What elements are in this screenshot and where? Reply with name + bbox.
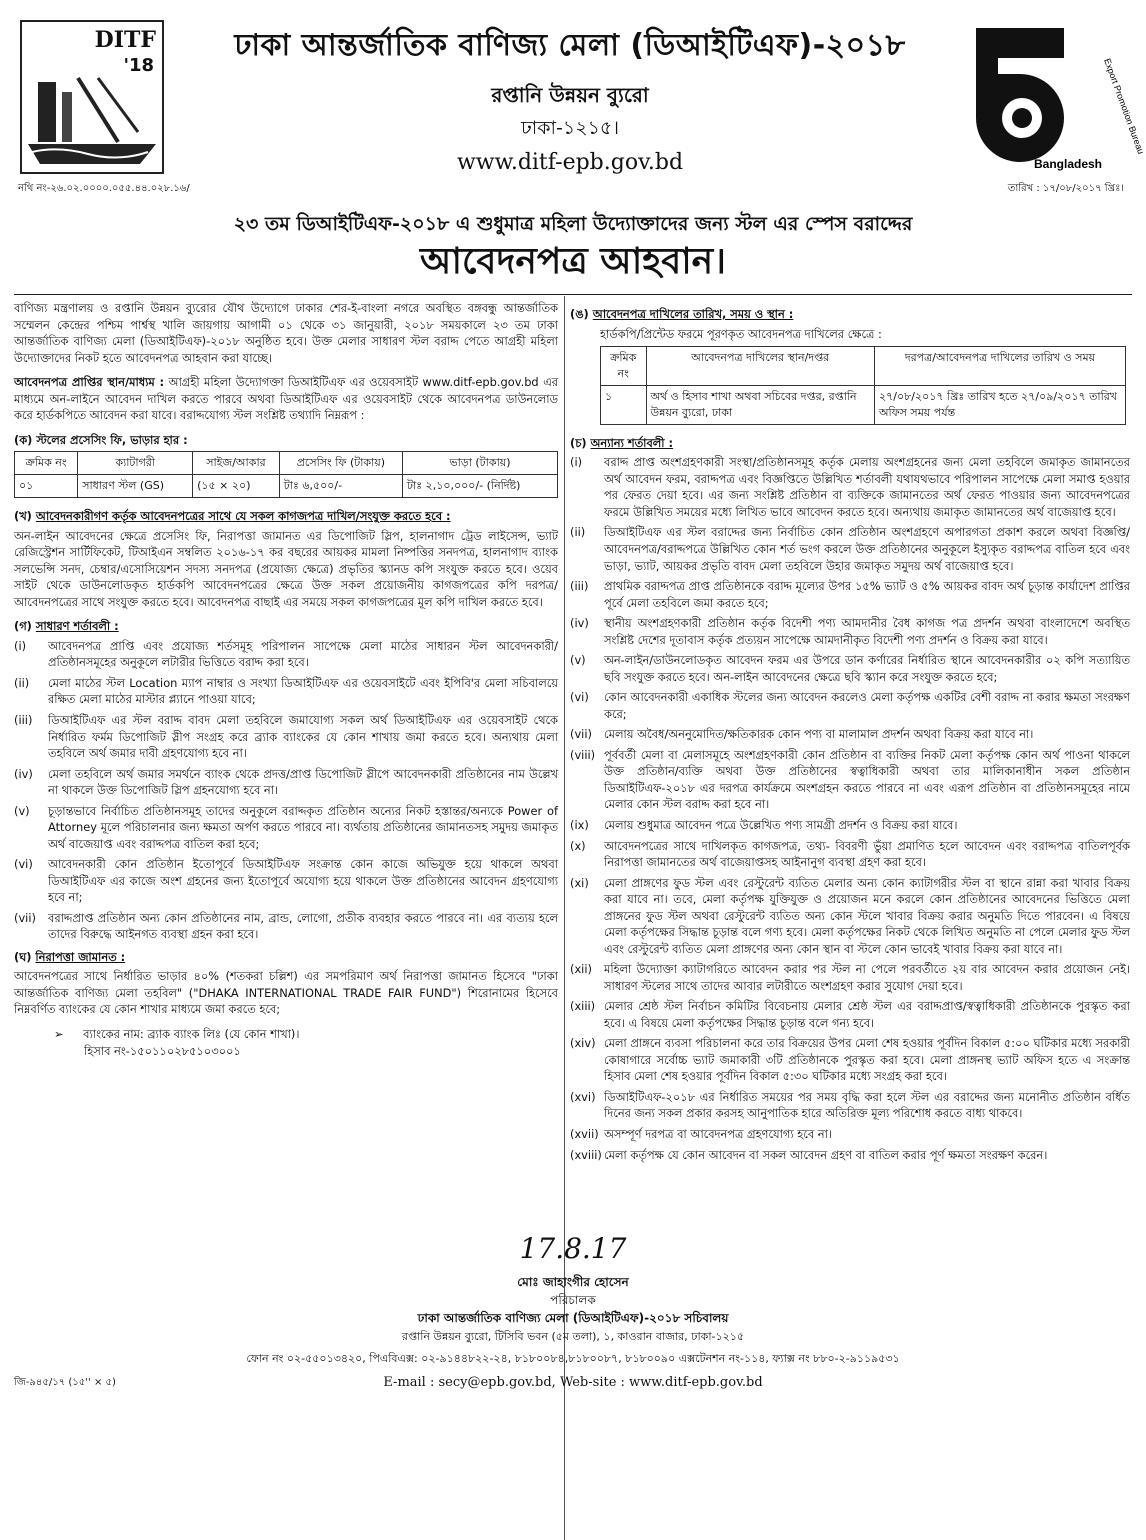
list-item-number: (vi) bbox=[570, 690, 589, 705]
list-item-text: ডিআইটিএফ এর স্টল বরাদ্দের জন্য নির্বাচিত কোন প্রতিষ্ঠান অংশগ্রহণে অপারগতা প্রকাশ করলে অথবা বিজ্ঞপ্তি/ আবেদনপত্র/বরাদ্দপত্রে উল্লিখিত কোন শর্ত ভংগ করলে উক্ত প্রতিষ্ঠানের অনুকূলে ইস্যুকৃত বরাদ্দপত্র বাতিল হবে এবং ভাড়া, ভ্যাট, আয়কর প্রভৃতি বাবদ মেলা তহবিলে উহার জমাকৃত সমুদয় অর্থ বাজেয়াপ্ত হবে। bbox=[604, 525, 1130, 573]
list-item-text: মেলা মাঠের স্টল Location ম্যাপ নাম্বার ও সংখ্যা ডিআইটিএফ এর ওয়েবসাইটে এবং ইপিবি'র মেলা সচিবালয়ে রক্ষিত মেলা মাঠের মাস্টার প্ল্যানে পাওয়া যাবে; bbox=[48, 675, 558, 707]
bureau-name: রপ্তানি উন্নয়ন ব্যুরো bbox=[491, 83, 649, 107]
list-item-number: (viii) bbox=[570, 747, 596, 762]
divider bbox=[14, 294, 1132, 295]
section-label: (খ) bbox=[14, 509, 32, 524]
signature-scribble: 17.8.17 bbox=[519, 1232, 627, 1265]
list-item-number: (ii) bbox=[14, 675, 30, 690]
list-item-text: কোন আবেদনকারী একাধিক স্টলের জন্য আবেদন করলেও মেলা কর্তৃপক্ষ একটির বেশী বরাদ্দ না করার ক্ষমতা সংরক্ষণ করে; bbox=[604, 690, 1130, 721]
bank-name-line bbox=[54, 1026, 558, 1043]
list-item-text: মেলায় অবৈধ/অননুমোদিত/ক্ষতিকারক কোন পণ্য বা মালামাল প্রদর্শন অথবা বিক্রয় করা যাবে না। bbox=[604, 727, 1034, 742]
list-item-number: (v) bbox=[14, 803, 30, 818]
list-item-text: মেলা তহবিলে অর্থ জমার সমর্থনে ব্যাংক থেকে প্রদত্ত/প্রাপ্ত ডিপোজিট স্লীপে আবেদনকারী প্রতিষ্ঠানের নাম উল্লেখ না থাকলে উক্ত ডিপোজিট স্লিপ গ্রহনযোগ্য হবে না। bbox=[48, 766, 558, 798]
list-item-number: (i) bbox=[14, 638, 27, 653]
right-column bbox=[570, 300, 1130, 1167]
security-paragraph: আবেদনপত্রের সাথে নির্ধারিত ভাড়ার ৪০% (শতকরা চল্লিশ) এর সমপরিমাণ অর্থ নিরাপত্তা জামানত হিসেবে "ঢাকা আন্তর্জাতিক বাণিজ্য মেলা তহবিল" ("DHAKA INTERNATIONAL TRADE FAIR FUND") শিরোনামের হিসেবে নিম্নবর্ণিত ব্যাংকের যে কোন শাখার মাধ্যমে জমা করতে হবে; bbox=[14, 969, 558, 1017]
table-cell: ২৭/০৮/২০১৭ খ্রিঃ তারিখ হতে ২৭/০৯/২০১৭ তারিখ অফিস সময় পর্যন্ত bbox=[874, 385, 1125, 424]
table-header-cell: আবেদনপত্র দাখিলের স্থান/দপ্তর bbox=[646, 347, 874, 386]
list-item-text: অসম্পূর্ণ দরপত্র বা আবেদনপত্র গ্রহণযোগ্য হবে না। bbox=[604, 1127, 832, 1141]
list-item-number: (xiii) bbox=[570, 999, 596, 1014]
fee-table-header bbox=[15, 452, 558, 475]
bank-account: হিসাব নং-১৫০১১০২৮৫১০৩০০১ bbox=[84, 1043, 241, 1058]
print-code: জি-৯৪৫/১৭ (১৫'' × ৫) bbox=[14, 1377, 116, 1388]
list-item-text: পূর্ববর্তী মেলা বা মেলাসমূহে অংশগ্রহণকারী কোন প্রতিষ্ঠান বা ব্যক্তির নিকট মেলা কর্তৃপক্ষ কোন অর্থ পাওনা থাকলে উক্ত প্রতিষ্ঠান/ব্যক্তি অথবা উক্ত প্রতিষ্ঠানের স্বত্বাধিকারী অথবা তার মালিকানাধীন সকল প্রতিষ্ঠান ডিআইটিএফ-২০১৮ এর দরপত্র কার্যক্রমে অংশগ্রহন করতে পারবে না এবং এরূপ প্রতিষ্ঠান বা প্রতিষ্ঠানসমূহের নামে মেলার কোন স্টল বরাদ্দ করা হবে না। bbox=[604, 747, 1130, 812]
table-cell: (১৫ × ২০) bbox=[193, 475, 280, 498]
list-item bbox=[14, 803, 558, 853]
documents-paragraph: অন-লাইন আবেদনের ক্ষেত্রে প্রসেসিং ফি, নিরাপত্তা জামানত এর ডিপোজিট স্লিপ, হালনাগাদ ট্রেড লাইসেন্স, ভ্যাট রেজিস্ট্রেশন সার্টিফিকেট, টিআইএন সম্বলিত ২০১৬-১৭ কর বছরের আয়কর মামলা নিষ্পত্তির সনদপত্র, হালনাগাদ ব্যাংক সলভেন্সি সনদ, চেম্বার/এসোসিয়েশন সদস্য সনদপত্র (প্রযোজ্য ক্ষেত্রে) প্রভৃতির স্ক্যানড কপি সংযুক্ত করতে হবে। ওয়েব সাইট থেকে ডাউনলোডকৃত হার্ডকপি আবেদনপত্রের ক্ষেত্রে উক্ত সকল প্রয়োজনীয় কাগজপত্রের কপি দরপত্র/আবেদনপত্রের সাথে সংযুক্ত করতে হবে। আবেদনপত্র বাছাই এর সময়ে সকল কাগজপত্রের মূল কপি দাখিল করতে হবে। bbox=[14, 528, 558, 609]
intro-paragraph: বাণিজ্য মন্ত্রণালয় ও রপ্তানি উন্নয়ন ব্যুরোর যৌথ উদ্যোগে ঢাকার শের-ই-বাংলা নগরে অবস্থিত বঙ্গবন্ধু আন্তর্জাতিক সম্মেলন কেন্দ্রের পশ্চিম পার্শ্বস্থ খালি জায়গায় আগামী ০১ থেকে ৩১ জানুয়ারী, ২০১৮ সময়কালে ২৩ তম ঢাকা আন্তর্জাতিক বাণিজ্য মেলা (ডিআইটিএফ)-২০১৮ অনুষ্ঠিত হবে। উক্ত মেলার সাধারণ স্টল বরাদ্দ পেতে আগ্রহী মহিলা উদ্যোক্তাদের নিকট হতে আবেদনপত্র আহবান করা যাচ্ছে। bbox=[14, 301, 558, 365]
list-item bbox=[570, 652, 1130, 685]
epb-logo-country: Bangladesh bbox=[1034, 157, 1103, 171]
list-item bbox=[14, 910, 558, 943]
table-header-cell: দরপত্র/আবেদনপত্র দাখিলের তারিখ ও সময় bbox=[874, 347, 1125, 386]
bureau-website: www.ditf-epb.gov.bd bbox=[456, 150, 684, 175]
ditf-logo bbox=[20, 20, 164, 174]
list-item-number: (xvii) bbox=[570, 1127, 599, 1141]
list-item bbox=[570, 524, 1130, 574]
source-paragraph bbox=[14, 374, 558, 424]
office-address: রপ্তানি উন্নয়ন ব্যুরো, টিসিবি ভবন (৫ম তলা), ১, কাওরান বাজার, ঢাকা-১২১৫ bbox=[401, 1330, 745, 1343]
memo-date: তারিখ : ১৭/০৮/২০১৭ খ্রিঃ। bbox=[1007, 183, 1124, 194]
list-item-text: মেলার শ্রেষ্ঠ স্টল নির্বাচন কমিটির বিবেচনায় মেলার শ্রেষ্ঠ স্টল এর বরাদ্দপ্রাপ্ত/স্বত্বাধিকারী প্রতিষ্ঠানকে পুরস্কৃত করা হবে। এ বিষয়ে মেলা কর্তৃপক্ষের সিদ্ধান্ত চূড়ান্ত বলে গন্য হবে। bbox=[604, 999, 1130, 1030]
list-item-number: (xiv) bbox=[570, 1036, 596, 1051]
submission-heading-text: আবেদনপত্র দাখিলের তারিখ, সময় ও স্থান : bbox=[592, 307, 794, 321]
submission-table-header bbox=[601, 347, 1126, 386]
bank-name: ব্যাংকের নাম: ব্র্যাক ব্যাংক লিঃ (যে কোন শাখা)। bbox=[83, 1027, 300, 1041]
list-item bbox=[14, 766, 558, 799]
list-item-text: চূড়ান্তভাবে নির্বাচিত প্রতিষ্ঠানসমূহ তাদের অনুকূলে বরাদ্দকৃত প্রতিষ্ঠান অন্যের নিকট হস্তান্তর/অন্যকে Power of Attorney মূলে পরিচালনার জন্য ক্ষমতা অর্পণ করতে পারবে না। ব্যর্থতায় প্রতিষ্ঠানের জামানতসহ সমুদয় জমাকৃত অর্থ বাজেয়াপ্ত এবং বরাদ্দপত্র বাতিল করা হবে; bbox=[48, 803, 558, 851]
list-item-number: (x) bbox=[570, 838, 586, 853]
list-item-text: বরাদ্দ প্রাপ্ত অংশগ্রহণকারী সংস্থা/প্রতিষ্ঠানসমূহ কর্তৃক মেলায় অংশগ্রহনের জন্য মেলা তহবিলে জমাকৃত জামানতের অর্থ আবেদন ফরম, বরাদ্দপত্র এবং বিজ্ঞপ্তিতে উল্লিখিত শর্তাবলী যথাযথভাবে পরিপালন সাপেক্ষে মেলা সমাপ্ত হওয়ার পর ফেরত দেয়া হবে। এর জন্য সংশ্লিষ্ট প্রতিষ্ঠান বা ব্যক্তিকে জামানতের অর্থ ফেরত পাওয়ার জন্য আবেদনপত্রের ফরমে উল্লিখিত সময়ের মধ্যে লিখিত ভাবে আবেদন করতে হবে। অন্যথায় জমাকৃত জামানতের অর্থ বাজেয়াপ্ত হবে। bbox=[604, 455, 1130, 519]
fee-heading: (ক) স্টলের প্রসেসিং ফি, ভাড়ার হার : bbox=[14, 432, 188, 447]
list-item bbox=[570, 1126, 1130, 1143]
list-item bbox=[570, 838, 1130, 871]
security-heading bbox=[14, 949, 558, 966]
general-terms-heading bbox=[14, 618, 558, 635]
list-item-text: আবেদনপত্র প্রাপ্তি এবং প্রযোজ্য শর্তসমূহ পরিপালন সাপেক্ষে মেলা মাঠের সাধারন স্টল আবেদনকারী/প্রতিষ্ঠানসমূহের অনুকূলে লটারীর ভিত্তিতে বরাদ্দ করা হবে। bbox=[48, 638, 558, 670]
list-item-text: স্থানীয় অংশগ্রহণকারী প্রতিষ্ঠান কর্তৃক বিদেশী পণ্য আমদানীর বৈধ কাগজ পত্র প্রদর্শন অথবা বাংলাদেশে অবস্থিত সংশ্লিষ্ট দেশের দূতাবাস কর্তৃক প্রত্যয়ন সাপেক্ষে আমদানীকৃত বিদেশী পণ্য প্রদর্শন ও বিক্রয় করা যাবে। bbox=[604, 616, 1130, 647]
list-item bbox=[570, 747, 1130, 813]
general-terms-list bbox=[14, 638, 558, 943]
list-item-number: (iv) bbox=[570, 616, 589, 631]
list-item-number: (vii) bbox=[14, 910, 36, 925]
submission-subheading: হার্ডকপি/প্রিন্টেড ফরমে পূরণকৃত আবেদনপত্র দাখিলের ক্ষেত্রে : bbox=[600, 326, 882, 341]
source-text: আগ্রহী মহিলা উদ্যোগক্তা ডিআইটিএফ এর ওয়েবসাইট www.ditf-epb.gov.bd এর মাধ্যমে অন-লাইনে আবেদন দাখিল করতে পারবে অথবা ডিআইটিএফ এর ওয়েবসাইট থেকে আবেদনপত্র ডাউনলোড করে হার্ডকপিতে আবেদন করা যাবে। বরাদ্দযোগ্য স্টল সংশ্লিষ্ট তথ্যাদি নিম্নরূপ : bbox=[14, 375, 559, 423]
left-column bbox=[14, 300, 558, 1059]
list-item-number: (ix) bbox=[570, 817, 589, 832]
list-item bbox=[570, 1035, 1130, 1085]
table-cell: টাঃ ৬,৫০০/- bbox=[279, 475, 402, 498]
list-item bbox=[14, 712, 558, 762]
submission-heading bbox=[570, 306, 1130, 323]
other-terms-heading bbox=[570, 435, 1130, 452]
list-item-number: (iii) bbox=[14, 712, 33, 727]
list-item-text: আবেদনকারী কোন প্রতিষ্ঠান ইতোপূর্বে ডিআইটিএফ সংক্রান্ত কোন কাজে অভিযুক্ত হয়ে থাকলে অথবা ডিআইটিএফ এর কাজে অংশ গ্রহনের জন্য ইতোপূর্বে অযোগ্য হয়ে থাকলে উক্ত প্রতিষ্ঠানের আবেদন গ্রহণযোগ্য হবে না; bbox=[48, 857, 558, 905]
table-cell: টাঃ ২,১০,০০০/- (নির্দিষ্ট) bbox=[403, 475, 558, 498]
security-heading-text: নিরাপত্তা জামানত : bbox=[35, 949, 126, 964]
table-cell: অর্থ ও হিসাব শাখা অথবা সচিবের দপ্তর, রপ্তানি উন্নয়ন ব্যুরো, ঢাকা bbox=[646, 385, 874, 424]
memo-number: নথি নং-২৬.০২.০০০০.০৫৫.৪৪.০২৮.১৬/ bbox=[18, 183, 190, 194]
list-item-number: (i) bbox=[570, 455, 583, 470]
fee-table bbox=[14, 451, 558, 498]
table-header-cell: ক্রমিক নং bbox=[15, 452, 78, 475]
documents-heading-text: আবেদনকারীগণ কর্তৃক আবেদনপত্রের সাথে যে সকল কাগজপত্র দাখিল/সংযুক্ত করতে হবে : bbox=[35, 509, 451, 524]
list-item bbox=[570, 998, 1130, 1031]
list-item-text: মহিলা উদ্যোক্তা ক্যাটাগরিতে আবেদন করার পর স্টল না পেলে পরবর্তীতে ২য় বার আবেদন করার প্রয়োজন নেই। সাধারণ স্টলের সাথে তাদের আবার লটারীতে অংশগ্রহণ করার সুযোগ দেয়া হবে। bbox=[604, 962, 1130, 993]
letterhead bbox=[10, 12, 1146, 192]
list-item bbox=[570, 1147, 1130, 1164]
list-item-number: (iv) bbox=[14, 766, 33, 781]
list-item bbox=[570, 1089, 1130, 1122]
list-item-number: (vi) bbox=[14, 857, 33, 872]
ditf-logo-text: DITF bbox=[94, 27, 156, 53]
table-cell: সাধারণ স্টল (GS) bbox=[78, 475, 193, 498]
list-item-text: আবেদনপত্রের সাথে দাখিলকৃত কাগজপত্র, তথ্য- বিবরণী ভুঁয়া প্রমাণিত হলে আবেদন এবং বরাদ্দপত্র বাতিলপূর্বক নিরাপত্তা জামানতের অর্থ বাজেয়াপ্তসহ আইনানুগ ব্যবস্থা গ্রহণ করা হবে। bbox=[604, 838, 1130, 870]
list-item-text: মেলা কর্তৃপক্ষ যে কোন আবেদন বা সকল আবেদন গ্রহণ বা বাতিল করার পূর্ণ ক্ষমতা সংরক্ষণ করেন। bbox=[604, 1147, 1048, 1162]
table-header-cell: সাইজ/আকার bbox=[193, 452, 280, 475]
list-item bbox=[14, 856, 558, 906]
list-item bbox=[570, 578, 1130, 611]
epb-logo bbox=[968, 22, 1146, 172]
section-label: (ঙ) bbox=[570, 307, 589, 321]
epb-logo-arc-text: Export Promotion Bureau bbox=[1102, 57, 1146, 156]
other-terms-list bbox=[570, 454, 1130, 1163]
notice-heading: ২৩ তম ডিআইটিএফ-২০১৮ এ শুধুমাত্র মহিলা উদ্যোক্তাদের জন্য স্টল এর স্পেস বরাদ্দের bbox=[233, 213, 913, 235]
list-item bbox=[570, 689, 1130, 722]
list-item-text: ডিআইটিএফ-২০১৮ এর নির্ধারিত সময়ের পর সময় বৃদ্ধি করা হলে স্টল এর বরাদ্দের জন্য মনোনীত প্রতিষ্ঠান বর্ধিত দিনের জন্য সকল প্রকার করসহ আনুপাতিক হারে অতিরিক্ত মূল্য পরিশোধ করতে বাধ্য থাকবে। bbox=[604, 1089, 1130, 1121]
signatory-office: ঢাকা আন্তর্জাতিক বাণিজ্য মেলা (ডিআইটিএফ)-২০১৮ সচিবালয় bbox=[417, 1311, 729, 1325]
signatory-title: পরিচালক bbox=[550, 1293, 596, 1307]
list-item-number: (ii) bbox=[570, 525, 586, 540]
fair-title: ঢাকা আন্তর্জাতিক বাণিজ্য মেলা (ডিআইটিএফ)-২০১৮ bbox=[234, 28, 906, 63]
table-row bbox=[601, 385, 1126, 424]
table-header-cell: ক্রমিক নং bbox=[601, 347, 647, 386]
list-item bbox=[570, 454, 1130, 520]
section-label: (ঘ) bbox=[14, 949, 32, 964]
section-label: (গ) bbox=[14, 619, 32, 634]
office-email: E-mail : secy@epb.gov.bd, Web-site : www.ditf-epb.gov.bd bbox=[383, 1375, 763, 1390]
list-item-number: (xi) bbox=[570, 875, 589, 890]
submission-table bbox=[600, 346, 1126, 425]
table-cell: ১ bbox=[601, 385, 647, 424]
table-header-cell: ক্যাটাগরী bbox=[78, 452, 193, 475]
list-item bbox=[570, 726, 1130, 743]
list-item-text: মেলা প্রাঙ্গনে ব্যবসা পরিচালনা করে তার বিক্রয়ের উপর মেলা শেষ হওয়ার পূর্বদিন বিকাল ৫:০০ ঘটিকার মধ্যে সরকারী কোষাগারে সর্বোচ্চ ভ্যাট জমাকারী ৩টি প্রতিষ্ঠানকে পুরস্কৃত করা হবে। মেলা প্রাঙ্গনস্থ ভ্যাট অফিস হতে এ সংক্রান্ত হিসাব মেলা শেষ হওয়ার পূর্বদিন বিকাল ৫:৩০ ঘটিকার মধ্যে সংগ্রহ করা হবে। bbox=[604, 1036, 1130, 1084]
list-item-text: মেলা প্রাঙ্গণের ফুড স্টল এবং রেস্টুরেন্ট ব্যতিত মেলার অন্য কোন ক্যাটাগরীর স্টল বা স্থানে রান্না করা খাবার বিক্রয় করা যাবে না। তবে, মেলা কর্তৃপক্ষ যুক্তিযুক্ত ও প্রয়োজন মনে করলে কোন প্রতিষ্ঠানের আবেদনের ভিত্তিতে মেলা প্রাঙ্গনের ফুড স্টল অথবা রেস্টুরেন্ট ব্যতিত অন্য কোন স্টলে খাবার বিক্রয় করার অনুমতি দিতে পারবেন। এ বিষয়ে মেলা কর্তৃপক্ষের সিদ্ধান্ত চূড়ান্ত বলে গণ্য হবে। মেলা কর্তৃপক্ষের নিকট থেকে লিখিত অনুমতি না পেলে মেলার ফুড স্টল এবং রেস্টুরেন্ট ব্যতিত মেলা প্রাঙ্গণের অন্য কোন স্থান বা স্টলে কোন ভাবেই খাবার বিক্রয় করা যাবে না। bbox=[604, 875, 1130, 956]
signatory-name: মোঃ জাহাংগীর হোসেন bbox=[517, 1275, 629, 1289]
list-item bbox=[570, 875, 1130, 958]
office-phone: ফোন নং ০২-৫৫০১৩৪২০, পিএবিএক্স: ০২-৯১৪৪৮২২-২৪, ৮১৮০০৮৪,৮১৮০০৮৭, ৮১৮০০৯০ এক্সটেনশন নং-১১৪, ফ্যাক্স নং ৮৮০-২-৯১১৯৫৩১ bbox=[246, 1352, 900, 1365]
list-item-text: মেলায় শুধুমাত্র আবেদন পত্রে উল্লেখিত পণ্য সামগ্রী প্রদর্শন ও বিক্রয় করা যাবে। bbox=[604, 817, 958, 832]
list-item-text: অন-লাইন/ডাউনলোডকৃত আবেদন ফরম এর উপরে ডান কর্ণারের নির্ধারিত স্থানে আবেদনকারীর ০২ কপি সত্যায়িত ছবি সংযুক্ত করতে হবে। অন-লাইন আবেদনের ক্ষেত্রে ছবি স্ক্যান করে সংযুক্ত করতে হবে; bbox=[604, 653, 1130, 684]
arrow-icon: ➢ bbox=[54, 1027, 64, 1041]
list-item-number: (v) bbox=[570, 653, 586, 668]
table-header-cell: ভাড়া (টাকায়) bbox=[403, 452, 558, 475]
list-item bbox=[14, 675, 558, 708]
ship-icon bbox=[28, 72, 156, 166]
list-item-number: (xviii) bbox=[570, 1147, 602, 1162]
list-item bbox=[570, 615, 1130, 648]
list-item bbox=[14, 638, 558, 671]
table-header-cell: প্রসেসিং ফি (টাকায়) bbox=[279, 452, 402, 475]
list-item-text: প্রাথমিক বরাদ্দপত্র প্রাপ্ত প্রতিষ্ঠানকে বরাদ্দ মূল্যের উপর ১৫% ভ্যাট ও ৫% আয়কর বাবদ অর্থ চূড়ান্ত কার্যাদেশ প্রাপ্তির পূর্বে মেলা তহবিলে জমা করতে হবে; bbox=[604, 579, 1130, 610]
notice-title: আবেদনপত্র আহবান। bbox=[419, 241, 727, 282]
epb-emblem-icon bbox=[968, 22, 1146, 172]
list-item bbox=[570, 961, 1130, 994]
table-row bbox=[15, 475, 558, 498]
list-item-text: বরাদ্দপ্রাপ্ত প্রতিষ্ঠান অন্য কোন প্রতিষ্ঠানের নাম, ব্রান্ড, লোগো, প্রতীক ব্যবহার করতে পারবে না। এর ব্যত্যয় হলে তাদের বিরুদ্ধে আইনগত ব্যবস্থা গ্রহন করা হবে। bbox=[48, 910, 558, 942]
general-terms-heading-text: সাধারণ শর্তাবলী : bbox=[35, 619, 119, 634]
list-item-number: (vii) bbox=[570, 727, 592, 742]
list-item-number: (xii) bbox=[570, 962, 592, 977]
list-item bbox=[570, 817, 1130, 834]
other-terms-heading-text: অন্যান্য শর্তাবলী : bbox=[590, 435, 674, 450]
ditf-logo-year: '18 bbox=[123, 55, 154, 76]
table-cell: ০১ bbox=[15, 475, 78, 498]
bank-details bbox=[14, 1026, 558, 1059]
list-item-number: (xvi) bbox=[570, 1089, 596, 1104]
section-label: (চ) bbox=[570, 435, 587, 450]
list-item-text: ডিআইটিএফ এর স্টল বরাদ্দ বাবদ মেলা তহবিলে জমাযোগ্য সকল অর্থ ডিআইটিএফ এর ওয়েবসাইট থেকে নির্ধারিত ফর্মম ডিপোজিট স্লীপ সংগ্রহ করে ব্র্যাক ব্যাংকের যে কোন শাখায় জমা করতে হবে। অন্যথায় মেলা তহবিলে অর্থ জমার দাবী গ্রহণযোগ্য হবে না। bbox=[48, 712, 558, 761]
bureau-city: ঢাকা-১২১৫। bbox=[520, 117, 620, 139]
list-item-number: (iii) bbox=[570, 579, 589, 594]
documents-heading bbox=[14, 508, 558, 525]
source-heading: আবেদনপত্র প্রাপ্তির স্থান/মাধ্যম : bbox=[14, 375, 165, 390]
